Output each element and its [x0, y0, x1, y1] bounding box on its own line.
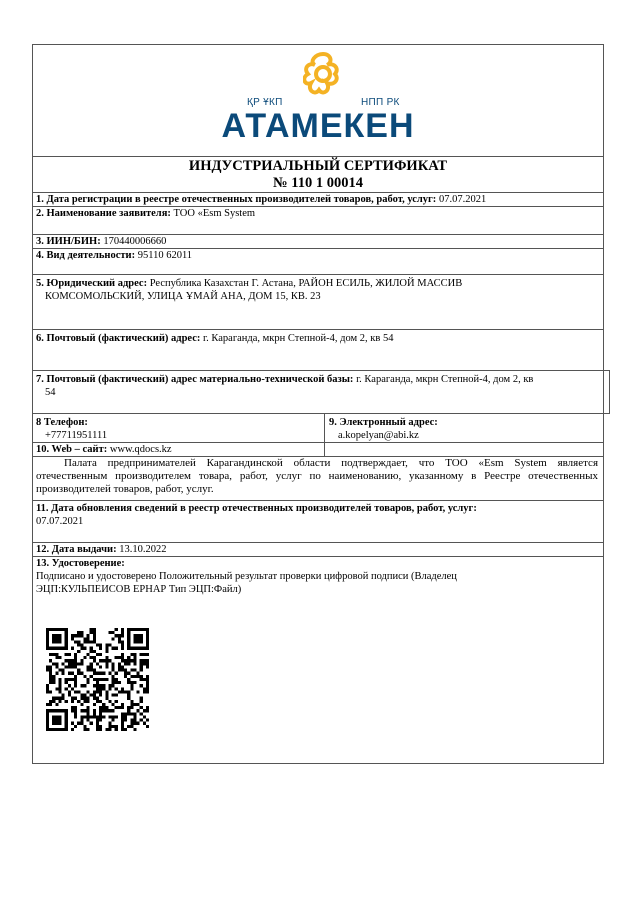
logo — [33, 45, 603, 156]
field-label: 9. Электронный адрес: — [329, 417, 438, 428]
divider — [33, 156, 603, 157]
field-label: 13. Удостоверение: — [36, 558, 125, 569]
field-label: 5. Юридический адрес: — [36, 278, 148, 289]
field-applicant-name — [36, 207, 600, 220]
field-postal-address — [36, 332, 600, 345]
field-value: +77711951111 — [45, 430, 108, 441]
field-value: 07.07.2021 — [36, 516, 84, 527]
field-value: 07.07.2021 — [438, 194, 487, 205]
divider — [33, 329, 603, 330]
certificate-title: ИНДУСТРИАЛЬНЫЙ СЕРТИФИКАТ — [188, 158, 448, 174]
field-value: Республика Казахстан Г. Астана, РАЙОН ЕСИЛЬ, ЖИЛОЙ МАССИВ — [149, 278, 463, 289]
field-label: 4. Вид деятельности: — [36, 250, 136, 261]
field-value: ТОО «Esm System — [173, 208, 256, 219]
logo-wordmark: АТАМЕКЕН — [221, 107, 415, 145]
field-activity-type — [36, 249, 600, 262]
field-email — [329, 416, 600, 442]
field-phone — [36, 416, 316, 442]
field-website — [36, 443, 600, 456]
logo-right-text: НПП РК — [361, 97, 400, 108]
field-iin-bin — [36, 235, 600, 248]
field-label: 7. Почтовый (фактический) адрес материально-технической базы: — [36, 374, 354, 385]
field-value: г. Караганда, мкрн Степной-4, дом 2, кв 54 — [203, 333, 394, 344]
field-certification — [36, 557, 600, 596]
divider — [33, 274, 603, 275]
field-material-base-address — [36, 373, 600, 399]
field-label: 6. Почтовый (фактический) адрес: — [36, 333, 201, 344]
divider — [33, 500, 603, 501]
field-label: 8 Телефон: — [36, 417, 88, 428]
qr-code-icon — [46, 628, 149, 731]
field-value: Подписано и удостоверено Положительный результат проверки цифровой подписи (Владелец — [36, 571, 457, 582]
field-legal-address — [36, 277, 600, 303]
field-value: 170440006660 — [103, 236, 167, 247]
field-value: 13.10.2022 — [119, 544, 167, 555]
field-value-continued: 54 — [45, 387, 56, 398]
certificate-frame — [32, 44, 604, 764]
field-label: 1. Дата регистрации в реестре отечественных производителей товаров, работ, услуг: — [36, 194, 437, 205]
logo-left-text: ҚР ҰКП — [247, 97, 283, 108]
field-value: a.kopelyan@abi.kz — [338, 430, 419, 441]
atameken-emblem-icon — [303, 50, 343, 100]
field-value: www.qdocs.kz — [109, 444, 172, 455]
field-label: 2. Наименование заявителя: — [36, 208, 171, 219]
field-label: 11. Дата обновления сведений в реестр отечественных производителей товаров, работ, услуг: — [36, 503, 477, 514]
field-label: 3. ИИН/БИН: — [36, 236, 101, 247]
field-value-continued: КОМСОМОЛЬСКИЙ, УЛИЦА ҰМАЙ АНА, ДОМ 15, КВ. 23 — [45, 291, 321, 302]
field-issue-date — [36, 543, 600, 556]
field-value: г. Караганда, мкрн Степной-4, дом 2, кв — [356, 374, 534, 385]
field-value: 95110 62011 — [137, 250, 193, 261]
certification-statement: Палата предпринимателей Карагандинской области подтверждает, что ТОО «Esm System является отечественным производителем товара, работ, услуг по наименованию, указанному в Реестре отечественных производителей товаров, работ, услуг. — [36, 457, 598, 495]
certificate-number: № 110 1 00014 — [273, 175, 363, 191]
field-value-continued: ЭЦП:КУЛЬПЕИСОВ ЕРНАР Тип ЭЦП:Файл) — [36, 584, 242, 595]
field-label: 12. Дата выдачи: — [36, 544, 117, 555]
field-label: 10. Web – сайт: — [36, 444, 108, 455]
field-update-date — [36, 502, 600, 528]
field-registration-date — [36, 193, 600, 206]
